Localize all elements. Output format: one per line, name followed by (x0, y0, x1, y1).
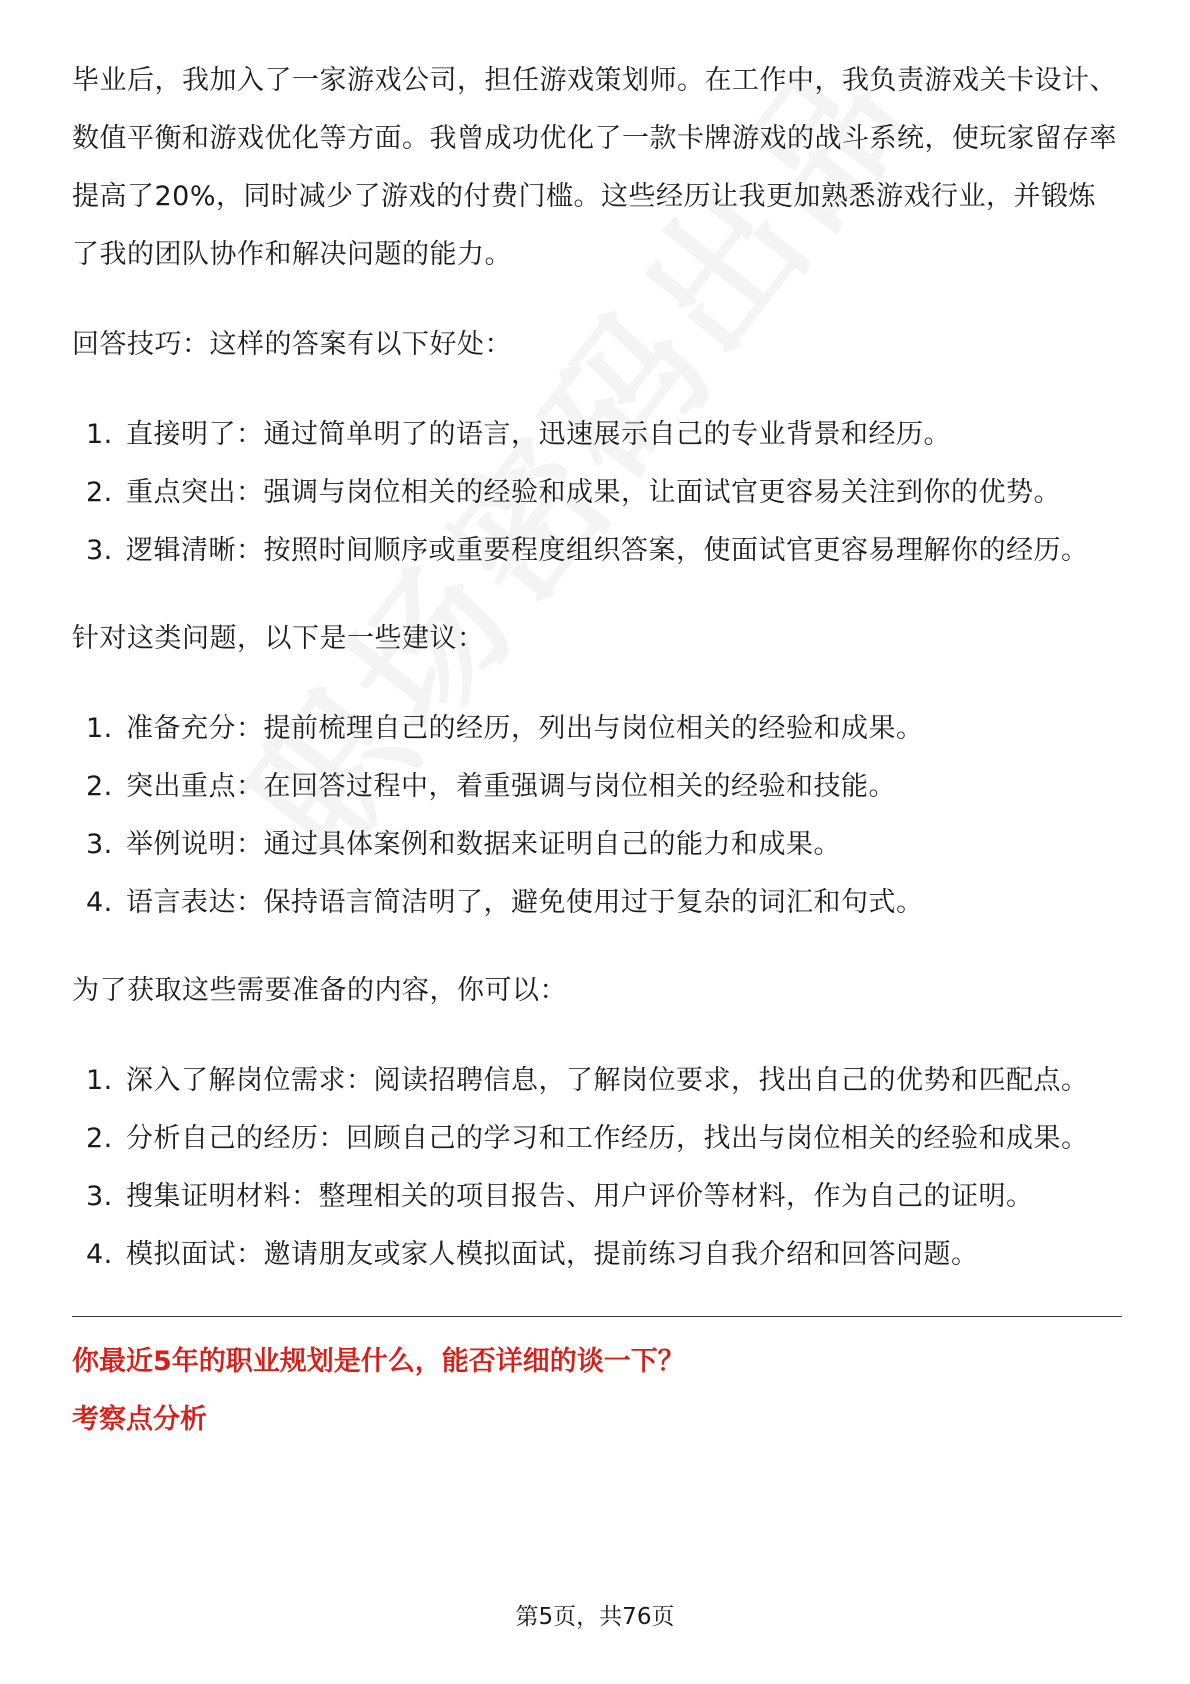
list-number: 1. (86, 713, 113, 744)
analysis-heading: 考察点分析 (72, 1404, 207, 1435)
list-number: 4. (86, 887, 113, 918)
list-item (72, 1168, 1122, 1226)
list-item (72, 464, 1122, 522)
document-page (72, 52, 1122, 1449)
list-text: 深入了解岗位需求：阅读招聘信息，了解岗位要求，找出自己的优势和匹配点。 (126, 1065, 1089, 1096)
tips-heading: 回答技巧：这样的答案有以下好处： (72, 329, 512, 360)
list-text: 模拟面试：邀请朋友或家人模拟面试，提前练习自我介绍和回答问题。 (126, 1239, 979, 1270)
question-heading: 你最近5年的职业规划是什么，能否详细的谈一下？ (72, 1346, 685, 1377)
list-number: 2. (86, 477, 113, 508)
list-number: 1. (86, 1065, 113, 1096)
list-text: 突出重点：在回答过程中，着重强调与岗位相关的经验和技能。 (126, 771, 896, 802)
page-footer: 第5页，共76页 (515, 1604, 675, 1630)
list-text: 举例说明：通过具体案例和数据来证明自己的能力和成果。 (126, 829, 841, 860)
list-item (72, 1110, 1122, 1168)
list-item (72, 874, 1122, 932)
list-text: 语言表达：保持语言简洁明了，避免使用过于复杂的词汇和句式。 (126, 887, 924, 918)
list-number: 2. (86, 1123, 113, 1154)
list-number: 3. (86, 829, 113, 860)
intro-paragraph: 毕业后，我加入了一家游戏公司，担任游戏策划师。在工作中，我负责游戏关卡设计、数值平衡和游戏优化等方面。我曾成功优化了一款卡牌游戏的战斗系统，使玩家留存率提高了20%，同时减少了游戏的付费门槛。这些经历让我更加熟悉游戏行业，并锻炼了我的团队协作和解决问题的能力。 (72, 65, 1117, 270)
list-text: 直接明了：通过简单明了的语言，迅速展示自己的专业背景和经历。 (126, 419, 951, 450)
list-item (72, 1052, 1122, 1110)
list-item (72, 522, 1122, 580)
prep-list (72, 1052, 1122, 1284)
tips-list (72, 406, 1122, 580)
list-text: 分析自己的经历：回顾自己的学习和工作经历，找出与岗位相关的经验和成果。 (126, 1123, 1089, 1154)
list-text: 准备充分：提前梳理自己的经历，列出与岗位相关的经验和成果。 (126, 713, 924, 744)
advice-heading: 针对这类问题，以下是一些建议： (72, 623, 485, 654)
list-number: 4. (86, 1239, 113, 1270)
prep-heading: 为了获取这些需要准备的内容，你可以： (72, 975, 567, 1006)
section-divider (72, 1316, 1122, 1317)
list-number: 1. (86, 419, 113, 450)
list-item (72, 816, 1122, 874)
list-number: 3. (86, 1181, 113, 1212)
list-number: 3. (86, 535, 113, 566)
list-text: 逻辑清晰：按照时间顺序或重要程度组织答案，使面试官更容易理解你的经历。 (126, 535, 1089, 566)
list-item (72, 700, 1122, 758)
list-text: 搜集证明材料：整理相关的项目报告、用户评价等材料，作为自己的证明。 (126, 1181, 1034, 1212)
list-item (72, 758, 1122, 816)
list-item (72, 406, 1122, 464)
list-number: 2. (86, 771, 113, 802)
advice-list (72, 700, 1122, 932)
list-item (72, 1226, 1122, 1284)
list-text: 重点突出：强调与岗位相关的经验和成果，让面试官更容易关注到你的优势。 (126, 477, 1061, 508)
